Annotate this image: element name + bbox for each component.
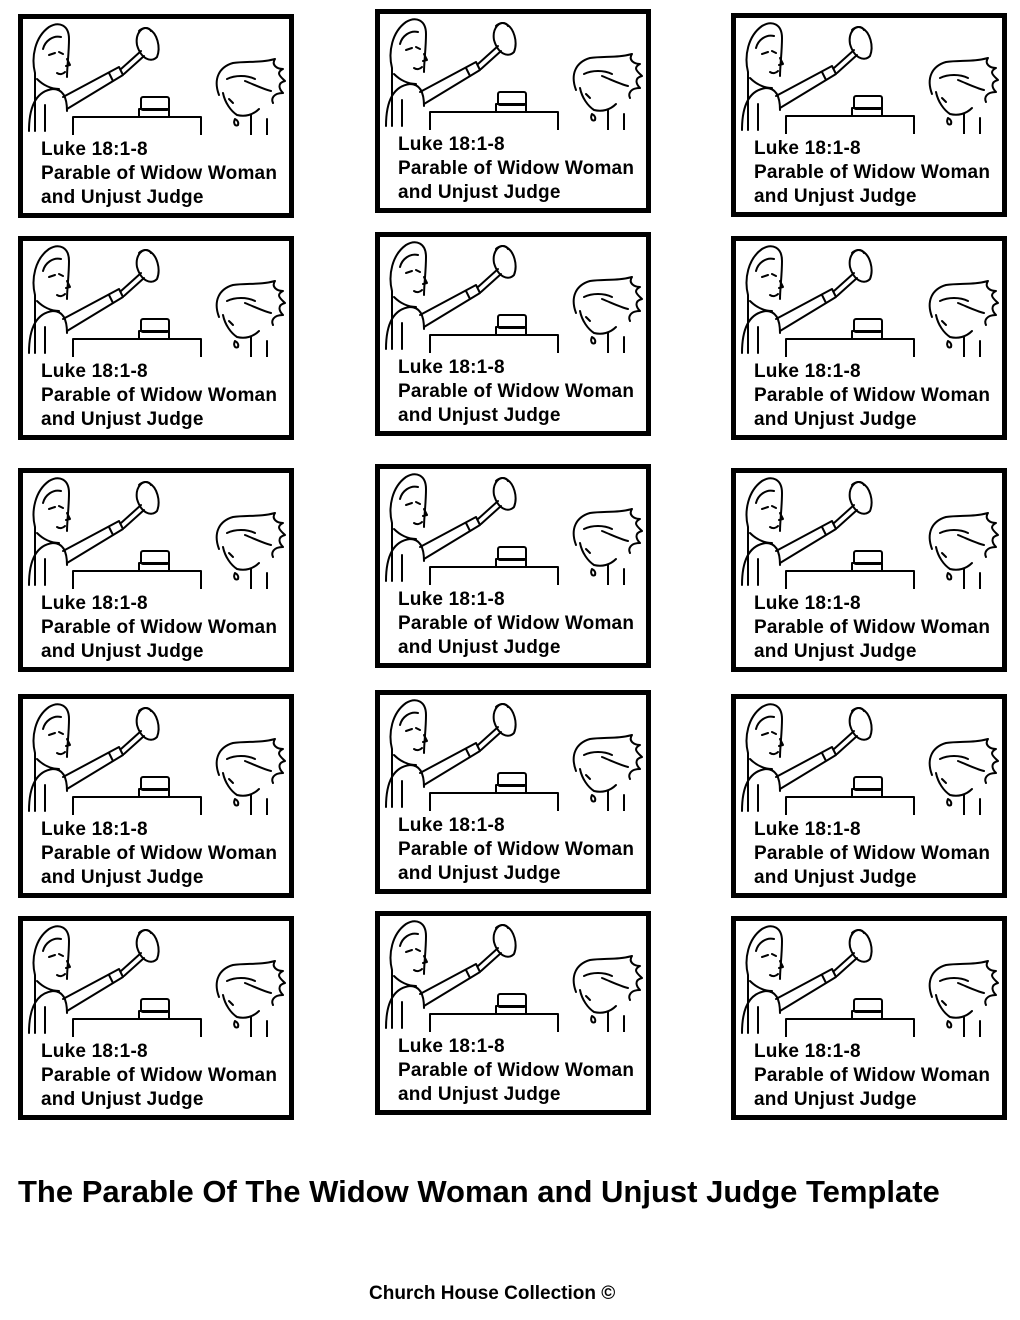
caption-line-1: Parable of Widow Woman [398,158,635,179]
caption-line-1: Parable of Widow Woman [398,1060,635,1081]
parable-card [731,468,1007,672]
caption-line-1: Parable of Widow Woman [41,843,278,864]
judge-and-widow-illustration [23,19,289,135]
card-caption [754,1040,1002,1112]
caption-line-2: and Unjust Judge [41,409,204,430]
card-caption [754,137,1002,209]
caption-line-1: Parable of Widow Woman [41,1065,278,1086]
scripture-reference: Luke 18:1-8 [754,1041,861,1062]
card-caption [754,818,1002,890]
caption-line-1: Parable of Widow Woman [41,163,278,184]
card-caption [41,360,289,432]
parable-card [731,916,1007,1120]
parable-card [375,232,651,436]
caption-line-2: and Unjust Judge [398,1084,561,1105]
scripture-reference: Luke 18:1-8 [398,1036,505,1057]
judge-and-widow-illustration [23,921,289,1037]
caption-line-1: Parable of Widow Woman [398,839,635,860]
caption-line-1: Parable of Widow Woman [398,381,635,402]
scripture-reference: Luke 18:1-8 [398,815,505,836]
parable-card [375,9,651,213]
caption-line-2: and Unjust Judge [41,187,204,208]
caption-line-2: and Unjust Judge [754,1089,917,1110]
parable-card [731,13,1007,217]
scripture-reference: Luke 18:1-8 [398,134,505,155]
caption-line-1: Parable of Widow Woman [754,162,991,183]
scripture-reference: Luke 18:1-8 [398,589,505,610]
caption-line-2: and Unjust Judge [398,637,561,658]
parable-card [18,236,294,440]
card-caption [398,588,646,660]
judge-and-widow-illustration [380,237,646,353]
card-caption [398,1035,646,1107]
copyright-credit: Church House Collection © [369,1283,616,1304]
caption-line-1: Parable of Widow Woman [754,843,991,864]
caption-line-1: Parable of Widow Woman [41,617,278,638]
parable-card [18,694,294,898]
judge-and-widow-illustration [736,473,1002,589]
caption-line-1: Parable of Widow Woman [398,613,635,634]
parable-card [375,464,651,668]
judge-and-widow-illustration [736,921,1002,1037]
caption-line-1: Parable of Widow Woman [754,385,991,406]
judge-and-widow-illustration [736,241,1002,357]
scripture-reference: Luke 18:1-8 [41,1041,148,1062]
caption-line-2: and Unjust Judge [754,867,917,888]
caption-line-2: and Unjust Judge [754,641,917,662]
judge-and-widow-illustration [380,695,646,811]
judge-and-widow-illustration [23,473,289,589]
parable-card [18,14,294,218]
card-caption [754,592,1002,664]
caption-line-2: and Unjust Judge [41,641,204,662]
scripture-reference: Luke 18:1-8 [41,593,148,614]
judge-and-widow-illustration [23,699,289,815]
caption-line-2: and Unjust Judge [754,409,917,430]
parable-card [731,236,1007,440]
scripture-reference: Luke 18:1-8 [41,139,148,160]
page-title: The Parable Of The Widow Woman and Unjust Judge Template [18,1174,940,1209]
scripture-reference: Luke 18:1-8 [41,819,148,840]
scripture-reference: Luke 18:1-8 [754,593,861,614]
caption-line-2: and Unjust Judge [398,182,561,203]
scripture-reference: Luke 18:1-8 [754,138,861,159]
caption-line-2: and Unjust Judge [398,863,561,884]
card-caption [41,592,289,664]
parable-card [731,694,1007,898]
caption-line-2: and Unjust Judge [41,867,204,888]
card-caption [398,814,646,886]
card-caption [41,138,289,210]
caption-line-1: Parable of Widow Woman [754,617,991,638]
caption-line-2: and Unjust Judge [754,186,917,207]
card-caption [41,818,289,890]
card-caption [41,1040,289,1112]
parable-card [375,911,651,1115]
judge-and-widow-illustration [736,18,1002,134]
card-caption [398,356,646,428]
scripture-reference: Luke 18:1-8 [41,361,148,382]
caption-line-2: and Unjust Judge [398,405,561,426]
scripture-reference: Luke 18:1-8 [398,357,505,378]
judge-and-widow-illustration [736,699,1002,815]
card-caption [754,360,1002,432]
scripture-reference: Luke 18:1-8 [754,361,861,382]
parable-card [18,468,294,672]
caption-line-1: Parable of Widow Woman [41,385,278,406]
caption-line-1: Parable of Widow Woman [754,1065,991,1086]
judge-and-widow-illustration [380,469,646,585]
scripture-reference: Luke 18:1-8 [754,819,861,840]
caption-line-2: and Unjust Judge [41,1089,204,1110]
judge-and-widow-illustration [380,916,646,1032]
card-caption [398,133,646,205]
parable-card [375,690,651,894]
judge-and-widow-illustration [380,14,646,130]
parable-card [18,916,294,1120]
judge-and-widow-illustration [23,241,289,357]
